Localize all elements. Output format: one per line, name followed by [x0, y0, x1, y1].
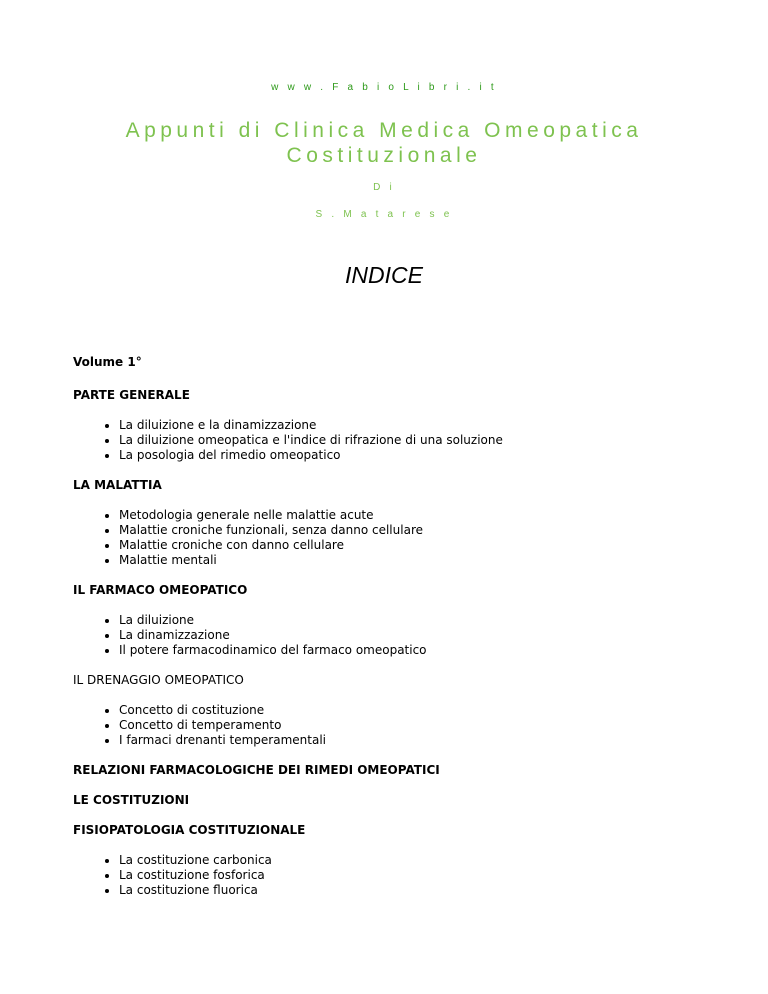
list-item: • La posologia del rimedio omeopatico	[119, 448, 713, 463]
section-list	[73, 418, 713, 463]
title-line-1: Appunti di Clinica Medica Omeopatica	[125, 119, 643, 142]
section-heading: LA MALATTIA	[73, 478, 162, 492]
section-list	[73, 853, 713, 898]
list-item: • Malattie croniche funzionali, senza danno cellulare	[119, 523, 713, 538]
list-item: • Concetto di costituzione	[119, 703, 713, 718]
list-item: • La costituzione fosforica	[119, 868, 713, 883]
section-list	[73, 613, 713, 658]
list-item: • La diluizione	[119, 613, 713, 628]
by-label: D i	[373, 182, 395, 193]
section-list	[73, 703, 713, 748]
section-heading: FISIOPATOLOGIA COSTITUZIONALE	[73, 823, 306, 837]
section-heading: RELAZIONI FARMACOLOGICHE DEI RIMEDI OMEOPATICI	[73, 763, 440, 777]
list-item: • La diluizione omeopatica e l'indice di rifrazione di una soluzione	[119, 433, 713, 448]
section-heading: LE COSTITUZIONI	[73, 793, 190, 807]
list-item: • I farmaci drenanti temperamentali	[119, 733, 713, 748]
list-item: • La costituzione fluorica	[119, 883, 713, 898]
section-heading: IL DRENAGGIO OMEOPATICO	[73, 673, 244, 687]
list-item: • Concetto di temperamento	[119, 718, 713, 733]
list-item: • La dinamizzazione	[119, 628, 713, 643]
list-item: • La diluizione e la dinamizzazione	[119, 418, 713, 433]
title-line-2: Costituzionale	[286, 144, 482, 167]
author-name: S . M a t a r e s e	[315, 209, 453, 220]
list-item: • Il potere farmacodinamico del farmaco omeopatico	[119, 643, 713, 658]
list-item: • Metodologia generale nelle malattie acute	[119, 508, 713, 523]
volume-heading: Volume 1°	[73, 355, 142, 369]
section-heading: IL FARMACO OMEOPATICO	[73, 583, 248, 597]
table-of-contents	[73, 355, 713, 913]
site-url: w w w . F a b i o L i b r i . i t	[271, 82, 497, 93]
list-item: • Malattie croniche con danno cellulare	[119, 538, 713, 553]
list-item: • La costituzione carbonica	[119, 853, 713, 868]
index-heading: INDICE	[345, 262, 423, 288]
list-item: • Malattie mentali	[119, 553, 713, 568]
document-title	[0, 118, 768, 168]
section-heading: PARTE GENERALE	[73, 388, 190, 402]
section-list	[73, 508, 713, 568]
